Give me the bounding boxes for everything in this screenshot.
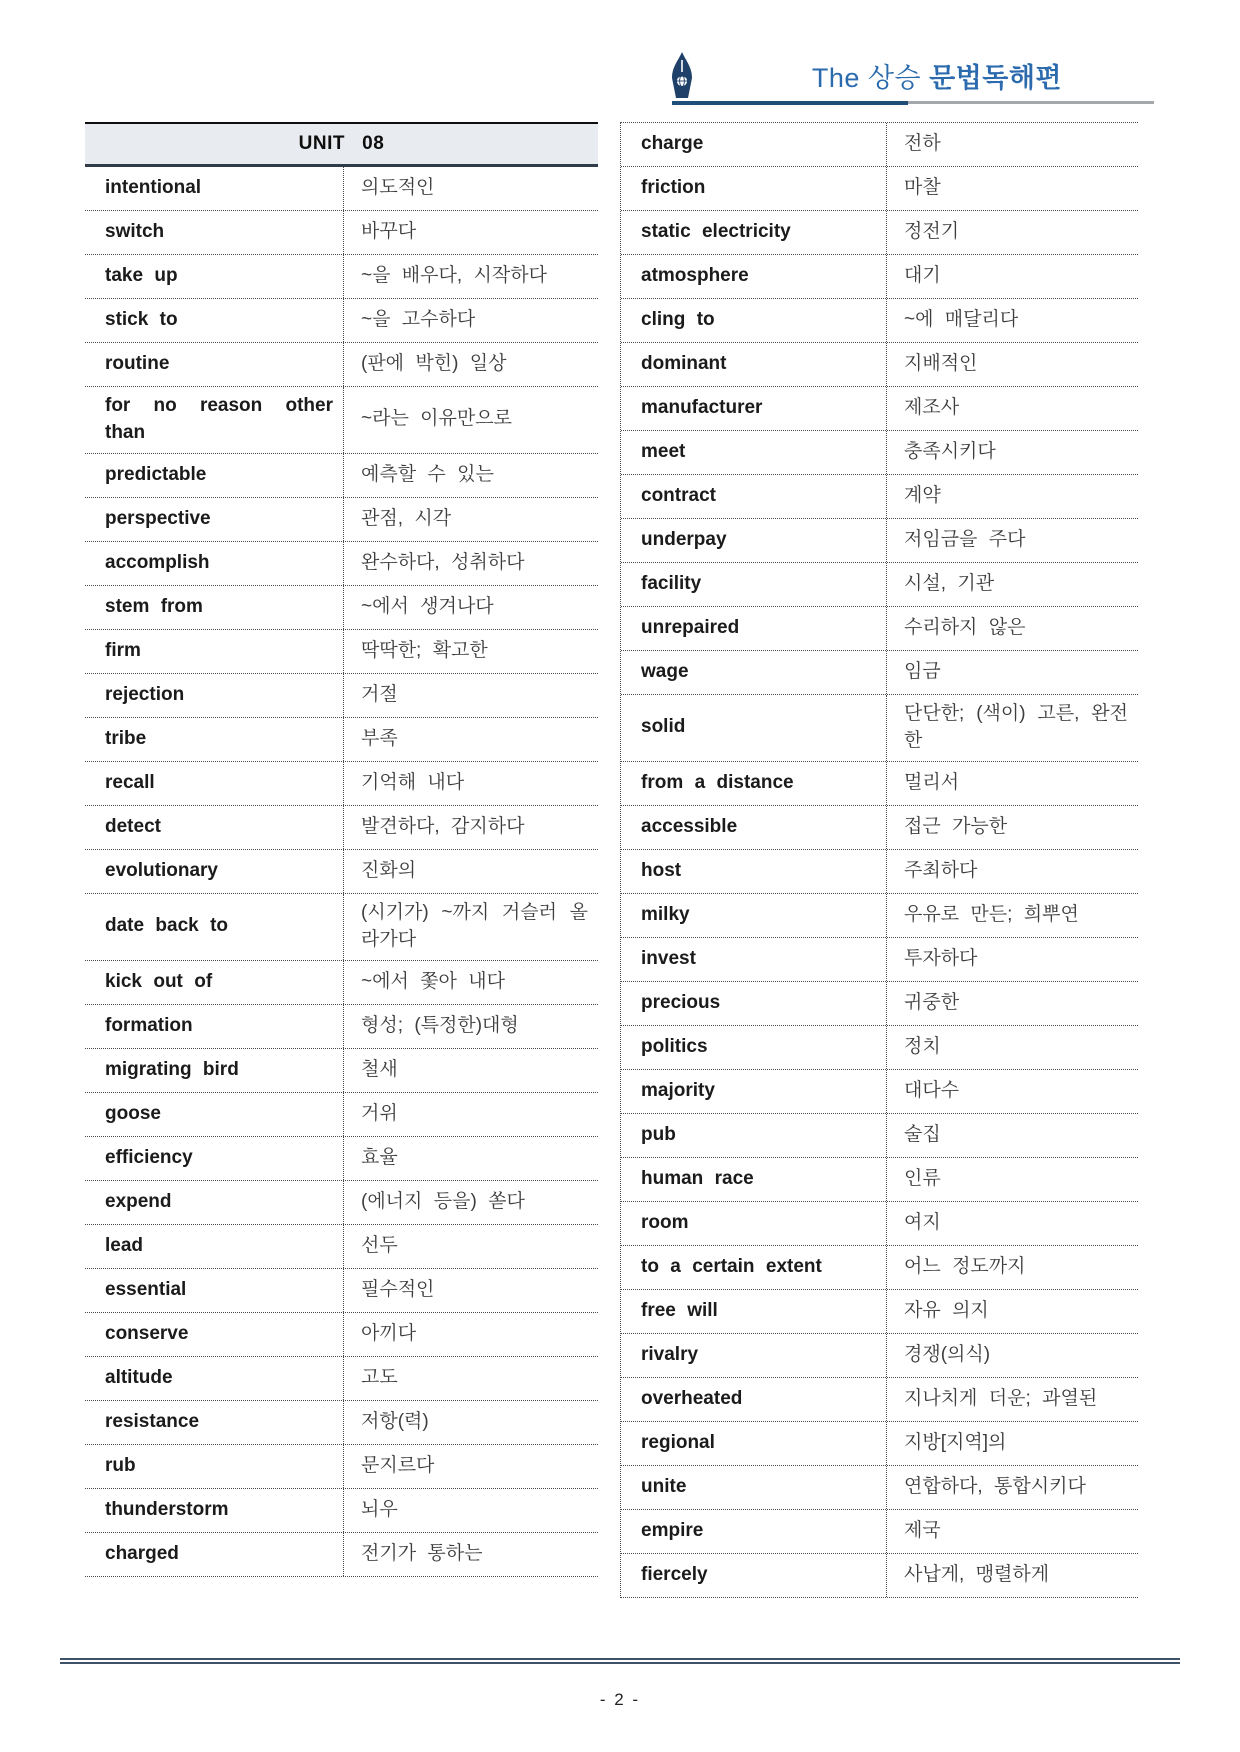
english-term: charged xyxy=(105,1542,179,1564)
vocab-row xyxy=(621,982,1138,1026)
vocab-row xyxy=(621,343,1138,387)
brand-title-bold: 문법독해편 xyxy=(929,63,1062,93)
english-term: essential xyxy=(105,1278,187,1300)
korean-meaning: ~에서 생겨나다 xyxy=(343,586,598,629)
korean-meaning: 마찰 xyxy=(886,167,1138,210)
korean-meaning: 고도 xyxy=(343,1357,598,1400)
vocab-row xyxy=(621,1246,1138,1290)
vocab-row xyxy=(85,1401,598,1445)
english-term: cling to xyxy=(641,309,715,331)
brand-title xyxy=(0,56,1062,95)
korean-meaning: 연합하다, 통합시키다 xyxy=(886,1466,1138,1509)
vocab-row xyxy=(621,255,1138,299)
english-term: from a distance xyxy=(641,771,794,793)
english-term: accessible xyxy=(641,815,738,837)
english-term: date back to xyxy=(105,915,229,937)
vocab-row xyxy=(85,806,598,850)
korean-meaning: 주최하다 xyxy=(886,850,1138,893)
english-term: formation xyxy=(105,1014,193,1036)
header-rule-blue xyxy=(672,101,908,105)
korean-meaning: 선두 xyxy=(343,1225,598,1268)
vocab-row xyxy=(85,498,598,542)
korean-meaning: 전하 xyxy=(886,123,1138,166)
korean-meaning: 효율 xyxy=(343,1137,598,1180)
vocab-row xyxy=(621,1466,1138,1510)
vocab-row xyxy=(85,961,598,1005)
vocab-row xyxy=(85,1005,598,1049)
english-term: recall xyxy=(105,771,155,793)
english-term: regional xyxy=(641,1431,715,1453)
english-term: contract xyxy=(641,485,716,507)
vocab-row xyxy=(621,475,1138,519)
korean-meaning: 발견하다, 감지하다 xyxy=(343,806,598,849)
korean-meaning: 예측할 수 있는 xyxy=(343,454,598,497)
english-term: dominant xyxy=(641,353,727,375)
korean-meaning: (판에 박힌) 일상 xyxy=(343,343,598,386)
vocab-row xyxy=(621,1026,1138,1070)
page-number: - 2 - xyxy=(599,1690,641,1709)
english-term: predictable xyxy=(105,463,207,485)
korean-meaning: (시기가) ~까지 거슬러 올라가다 xyxy=(343,894,598,960)
vocab-row xyxy=(85,387,598,454)
english-term: take up xyxy=(105,265,178,287)
korean-meaning: 귀중한 xyxy=(886,982,1138,1025)
korean-meaning: 계약 xyxy=(886,475,1138,518)
korean-meaning: 지나치게 더운; 과열된 xyxy=(886,1378,1138,1421)
english-term: migrating bird xyxy=(105,1058,239,1080)
english-term: host xyxy=(641,859,682,881)
korean-meaning: 시설, 기관 xyxy=(886,563,1138,606)
english-term: meet xyxy=(641,441,686,463)
korean-meaning: 딱딱한; 확고한 xyxy=(343,630,598,673)
english-term: milky xyxy=(641,903,690,925)
english-term: friction xyxy=(641,177,706,199)
vocab-row xyxy=(621,123,1138,167)
vocab-row xyxy=(621,850,1138,894)
english-term: switch xyxy=(105,221,165,243)
english-term: unite xyxy=(641,1475,687,1497)
vocab-row xyxy=(621,431,1138,475)
english-term: charge xyxy=(641,133,704,155)
vocab-row xyxy=(85,674,598,718)
vocab-row xyxy=(621,1070,1138,1114)
korean-meaning: 인류 xyxy=(886,1158,1138,1201)
vocab-row xyxy=(85,1225,598,1269)
vocab-row xyxy=(621,1378,1138,1422)
korean-meaning: 경쟁(의식) xyxy=(886,1334,1138,1377)
vocab-row xyxy=(85,211,598,255)
english-term: precious xyxy=(641,991,721,1013)
english-term: detect xyxy=(105,815,161,837)
vocab-row xyxy=(85,894,598,961)
english-term: intentional xyxy=(105,177,202,199)
english-term: goose xyxy=(105,1102,161,1124)
korean-meaning: (에너지 등을) 쏟다 xyxy=(343,1181,598,1224)
unit-table-body xyxy=(85,167,598,1577)
vocab-row xyxy=(85,299,598,343)
footer-divider xyxy=(60,1658,1180,1664)
english-term: kick out of xyxy=(105,970,213,992)
korean-meaning: 임금 xyxy=(886,651,1138,694)
korean-meaning: 사납게, 맹렬하게 xyxy=(886,1554,1138,1597)
english-term: atmosphere xyxy=(641,265,749,287)
korean-meaning: 대기 xyxy=(886,255,1138,298)
vocab-row xyxy=(85,1137,598,1181)
korean-meaning: 문지르다 xyxy=(343,1445,598,1488)
english-term: rub xyxy=(105,1454,136,1476)
vocab-row xyxy=(621,607,1138,651)
korean-meaning: 뇌우 xyxy=(343,1489,598,1532)
korean-meaning: 기억해 내다 xyxy=(343,762,598,805)
english-term: human race xyxy=(641,1167,754,1189)
vocab-row xyxy=(621,1510,1138,1554)
vocab-row xyxy=(621,563,1138,607)
english-term: wage xyxy=(641,661,689,683)
korean-meaning: 멀리서 xyxy=(886,762,1138,805)
korean-meaning: ~에서 쫓아 내다 xyxy=(343,961,598,1004)
english-term: accomplish xyxy=(105,551,210,573)
english-term: lead xyxy=(105,1234,144,1256)
english-term: unrepaired xyxy=(641,617,740,639)
continuation-table xyxy=(620,122,1138,1598)
english-term: majority xyxy=(641,1079,715,1101)
english-term: efficiency xyxy=(105,1146,193,1168)
vocab-row xyxy=(85,542,598,586)
vocab-row xyxy=(85,167,598,211)
korean-meaning: 저항(력) xyxy=(343,1401,598,1444)
english-term: expend xyxy=(105,1190,172,1212)
vocab-row xyxy=(85,1181,598,1225)
korean-meaning: 정치 xyxy=(886,1026,1138,1069)
korean-meaning: 정전기 xyxy=(886,211,1138,254)
vocab-row xyxy=(85,1093,598,1137)
vocab-row xyxy=(621,894,1138,938)
vocab-row xyxy=(85,850,598,894)
english-term: politics xyxy=(641,1035,708,1057)
english-term: room xyxy=(641,1211,689,1233)
korean-meaning: ~에 매달리다 xyxy=(886,299,1138,342)
english-term: fiercely xyxy=(641,1563,708,1585)
english-term: rivalry xyxy=(641,1343,699,1365)
vocab-row xyxy=(85,1049,598,1093)
continuation-table-body xyxy=(621,123,1138,1598)
vocab-row xyxy=(621,762,1138,806)
korean-meaning: ~라는 이유만으로 xyxy=(343,387,598,453)
english-term: stem from xyxy=(105,595,203,617)
vocab-row xyxy=(85,718,598,762)
header-rule-gray xyxy=(908,101,1154,104)
vocab-row xyxy=(621,695,1138,762)
korean-meaning: 관점, 시각 xyxy=(343,498,598,541)
korean-meaning: 진화의 xyxy=(343,850,598,893)
korean-meaning: 아끼다 xyxy=(343,1313,598,1356)
korean-meaning: 지배적인 xyxy=(886,343,1138,386)
english-term: underpay xyxy=(641,529,727,551)
english-term: altitude xyxy=(105,1366,173,1388)
vocab-row xyxy=(85,1269,598,1313)
brand-title-regular: The 상승 xyxy=(811,63,922,93)
korean-meaning: ~을 고수하다 xyxy=(343,299,598,342)
english-term: evolutionary xyxy=(105,859,218,881)
vocab-row xyxy=(85,1533,598,1577)
vocab-row xyxy=(85,586,598,630)
vocab-row xyxy=(621,167,1138,211)
vocab-row xyxy=(621,1114,1138,1158)
vocab-row xyxy=(621,1158,1138,1202)
english-term: stick to xyxy=(105,309,178,331)
vocab-row xyxy=(85,1489,598,1533)
korean-meaning: 전기가 통하는 xyxy=(343,1533,598,1576)
english-term: thunderstorm xyxy=(105,1498,229,1520)
english-term: for no reason other than xyxy=(105,395,333,443)
korean-meaning: 형성; (특정한)대형 xyxy=(343,1005,598,1048)
english-term: manufacturer xyxy=(641,397,763,419)
english-term: facility xyxy=(641,573,702,595)
english-term: empire xyxy=(641,1519,704,1541)
vocab-row xyxy=(621,806,1138,850)
unit-table-title: UNIT 08 xyxy=(85,122,598,167)
vocab-row xyxy=(85,454,598,498)
vocab-row xyxy=(85,1313,598,1357)
vocab-row xyxy=(621,387,1138,431)
english-term: perspective xyxy=(105,507,211,529)
vocab-row xyxy=(621,938,1138,982)
english-term: static electricity xyxy=(641,221,791,243)
english-term: tribe xyxy=(105,727,147,749)
english-term: firm xyxy=(105,639,141,661)
korean-meaning: 단단한; (색이) 고른, 완전한 xyxy=(886,695,1138,761)
english-term: solid xyxy=(641,716,686,738)
vocab-row xyxy=(621,1422,1138,1466)
english-term: to a certain extent xyxy=(641,1255,822,1277)
korean-meaning: 철새 xyxy=(343,1049,598,1092)
korean-meaning: 수리하지 않은 xyxy=(886,607,1138,650)
vocab-row xyxy=(85,630,598,674)
korean-meaning: 자유 의지 xyxy=(886,1290,1138,1333)
korean-meaning: 지방[지역]의 xyxy=(886,1422,1138,1465)
vocab-row xyxy=(85,1357,598,1401)
korean-meaning: 완수하다, 성취하다 xyxy=(343,542,598,585)
korean-meaning: 제조사 xyxy=(886,387,1138,430)
korean-meaning: 거절 xyxy=(343,674,598,717)
korean-meaning: 접근 가능한 xyxy=(886,806,1138,849)
vocab-row xyxy=(85,255,598,299)
english-term: pub xyxy=(641,1123,676,1145)
english-term: invest xyxy=(641,947,696,969)
english-term: conserve xyxy=(105,1322,189,1344)
unit-table xyxy=(85,122,598,1577)
english-term: rejection xyxy=(105,683,185,705)
korean-meaning: 우유로 만든; 희뿌연 xyxy=(886,894,1138,937)
english-term: routine xyxy=(105,353,170,375)
vocab-row xyxy=(621,519,1138,563)
korean-meaning: 필수적인 xyxy=(343,1269,598,1312)
english-term: resistance xyxy=(105,1410,200,1432)
korean-meaning: 부족 xyxy=(343,718,598,761)
korean-meaning: 투자하다 xyxy=(886,938,1138,981)
english-term: overheated xyxy=(641,1387,743,1409)
korean-meaning: 의도적인 xyxy=(343,167,598,210)
vocab-row xyxy=(85,762,598,806)
korean-meaning: 술집 xyxy=(886,1114,1138,1157)
korean-meaning: 거위 xyxy=(343,1093,598,1136)
english-term: free will xyxy=(641,1299,718,1321)
korean-meaning: 저임금을 주다 xyxy=(886,519,1138,562)
vocab-row xyxy=(621,1202,1138,1246)
korean-meaning: 제국 xyxy=(886,1510,1138,1553)
vocab-row xyxy=(85,343,598,387)
vocab-row xyxy=(621,1290,1138,1334)
korean-meaning: 어느 정도까지 xyxy=(886,1246,1138,1289)
korean-meaning: 충족시키다 xyxy=(886,431,1138,474)
vocab-row xyxy=(621,1334,1138,1378)
korean-meaning: 대다수 xyxy=(886,1070,1138,1113)
vocab-row xyxy=(621,1554,1138,1598)
korean-meaning: 바꾸다 xyxy=(343,211,598,254)
korean-meaning: ~을 배우다, 시작하다 xyxy=(343,255,598,298)
vocab-row xyxy=(621,211,1138,255)
vocab-row xyxy=(621,299,1138,343)
korean-meaning: 여지 xyxy=(886,1202,1138,1245)
vocab-row xyxy=(621,651,1138,695)
vocab-row xyxy=(85,1445,598,1489)
